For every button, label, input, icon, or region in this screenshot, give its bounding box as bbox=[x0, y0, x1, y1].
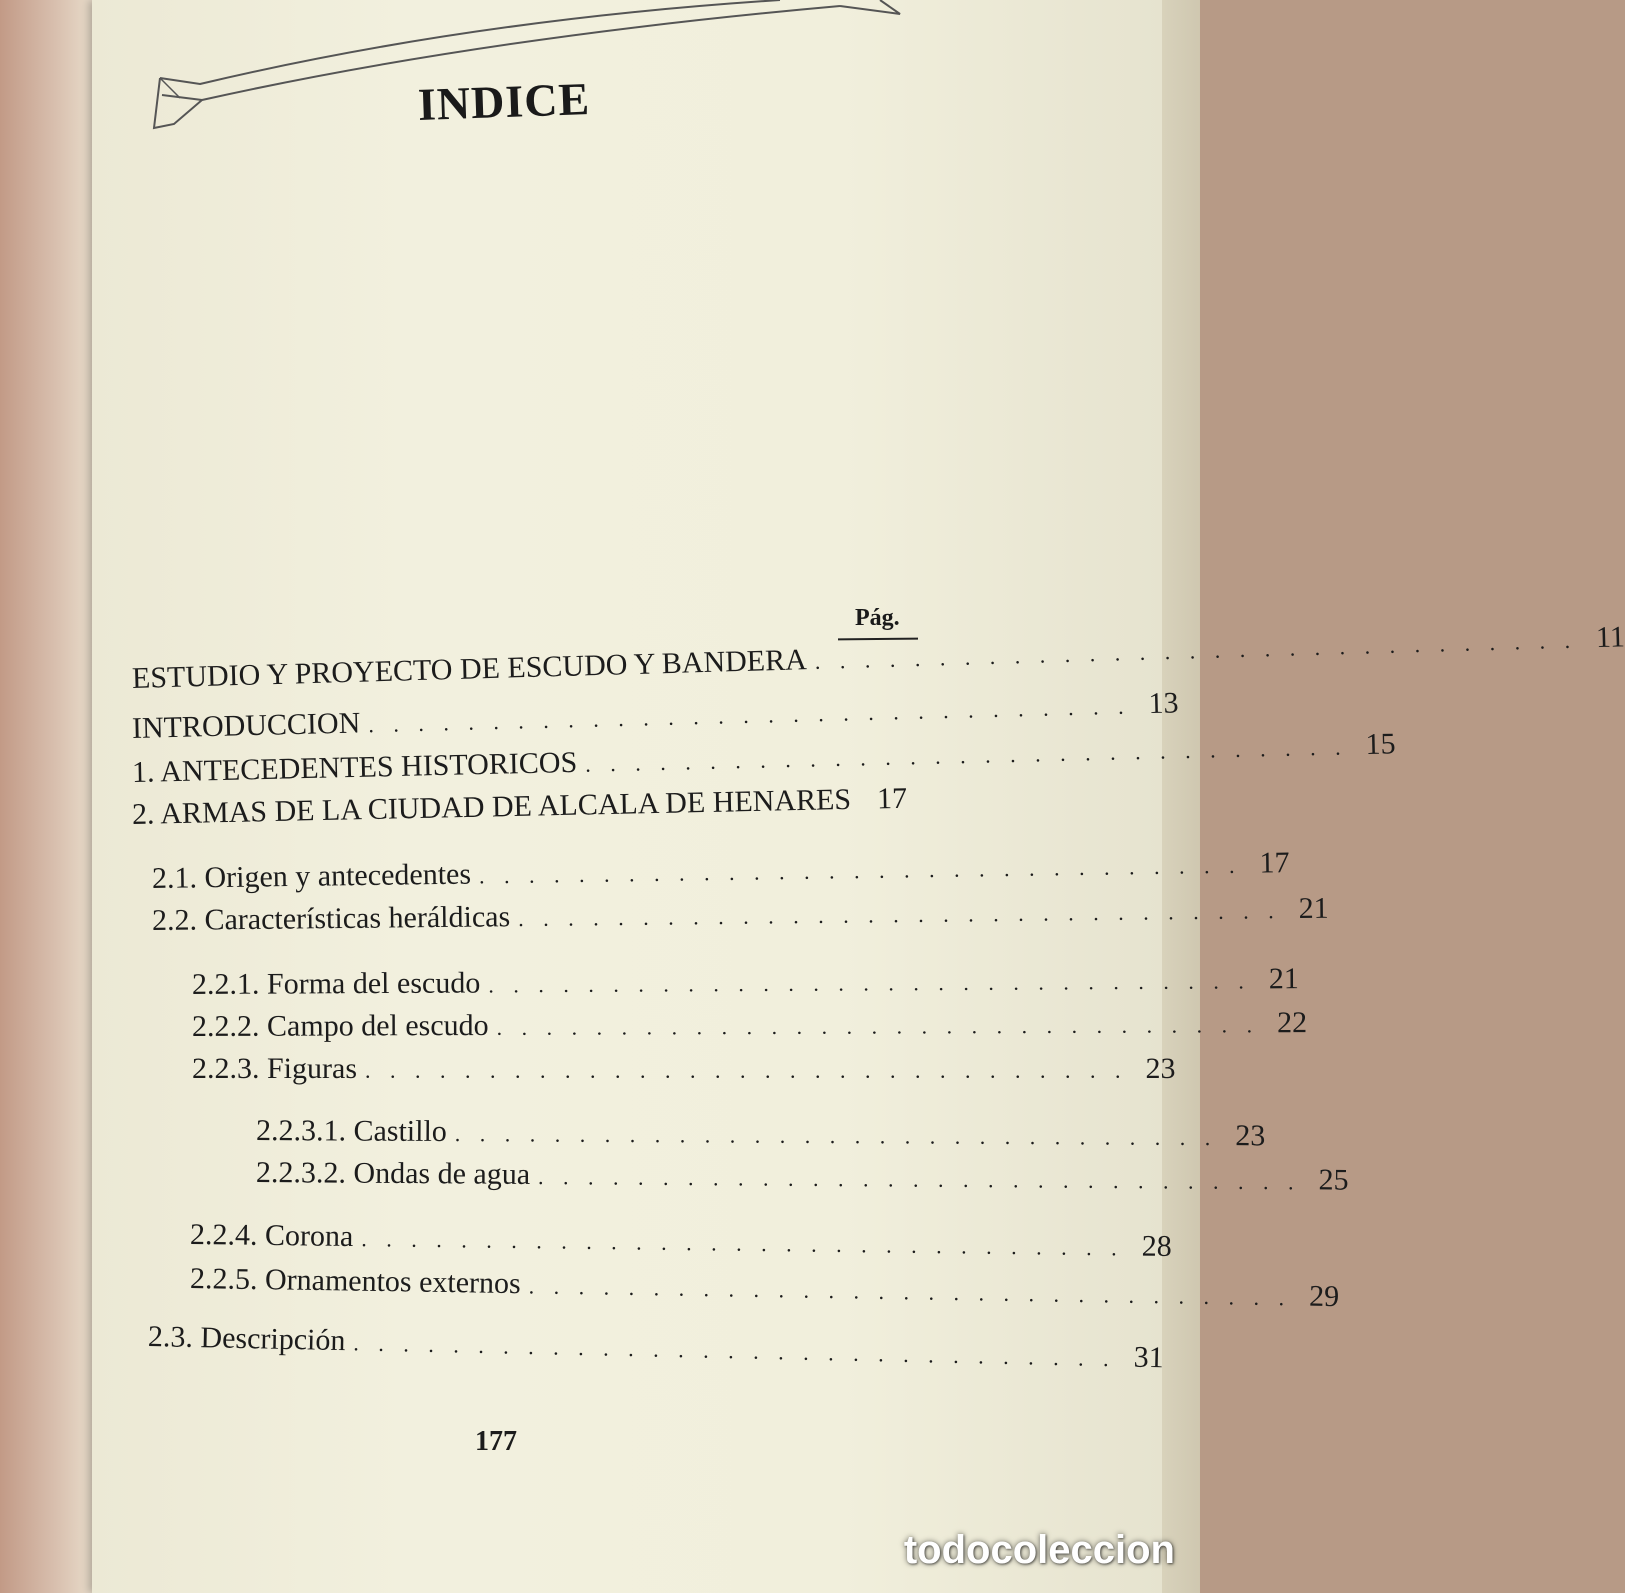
index-title: INDICE bbox=[417, 73, 591, 130]
dot-leader: . . . . . . . . . . . . . . . . . . . . . . . . . . . . . . . bbox=[367, 693, 1131, 738]
toc-entry-label: 2.2.5. Ornamentos externos bbox=[189, 1262, 521, 1301]
dot-leader: . . . . . . . . . . . . . . . . . . . . . . . . . . . . . . . bbox=[814, 627, 1578, 674]
toc-entry-label: 2.3. Descripción bbox=[147, 1320, 346, 1358]
toc-entry[interactable] bbox=[191, 962, 1299, 1002]
toc-entry-label: 2.1. Origen y antecedentes bbox=[151, 857, 472, 895]
toc-entry-page: 28 bbox=[1141, 1229, 1172, 1263]
dot-leader: . . . . . . . . . . . . . . . . . . . . . . . . . . . . . . . bbox=[528, 1273, 1292, 1311]
toc-entry[interactable] bbox=[147, 1320, 1165, 1375]
toc-entry-page: 17 bbox=[1259, 846, 1290, 880]
toc-entry-label: INTRODUCCION bbox=[131, 706, 361, 745]
toc-entry[interactable] bbox=[131, 686, 1179, 746]
watermark-logo: todocoleccion bbox=[903, 1528, 1175, 1572]
toc-entry-page: 25 bbox=[1318, 1163, 1349, 1197]
toc-entry[interactable] bbox=[131, 727, 1396, 790]
dot-leader: . . . . . . . . . . . . . . . . . . . . . . . . . . . . . . . bbox=[478, 852, 1242, 889]
toc-entry-page: 21 bbox=[1268, 962, 1299, 996]
toc-entry-label: 2.2. Características heráldicas bbox=[151, 900, 511, 937]
toc-entry[interactable] bbox=[192, 1052, 1176, 1086]
dot-leader: . . . . . . . . . . . . . . . . . . . . . . . . . . . . . . . bbox=[584, 734, 1348, 777]
toc-entry[interactable] bbox=[189, 1262, 1340, 1314]
toc-entry[interactable] bbox=[151, 891, 1329, 938]
toc-entry[interactable] bbox=[151, 846, 1290, 896]
toc-entry-label: 2.2.1. Forma del escudo bbox=[191, 966, 481, 1001]
toc-entry[interactable] bbox=[255, 1156, 1349, 1197]
page-column-header: Pág. bbox=[855, 605, 900, 631]
toc-entry-page: 22 bbox=[1277, 1006, 1308, 1040]
toc-entry-page: 15 bbox=[1365, 727, 1396, 762]
toc-entry-label: 2.2.3.2. Ondas de agua bbox=[255, 1156, 531, 1191]
toc-entry-page: 23 bbox=[1145, 1052, 1176, 1085]
toc-entry[interactable] bbox=[191, 1006, 1308, 1044]
toc-entry-label: 2.2.3. Figuras bbox=[192, 1052, 357, 1085]
dot-leader: . . . . . . . . . . . . . . . . . . . . . . . . . . . . . . . bbox=[518, 898, 1281, 932]
toc-entry-label: 2.2.4. Corona bbox=[189, 1218, 354, 1253]
toc-entry-page: 17 bbox=[876, 781, 908, 816]
toc-entry-label: 2.2.3.1. Castillo bbox=[255, 1114, 447, 1148]
toc-entry-page: 21 bbox=[1298, 891, 1329, 925]
toc-entry[interactable] bbox=[131, 620, 1625, 696]
dot-leader: . . . . . . . . . . . . . . . . . . . . . . . . . . . . . . . bbox=[496, 1012, 1260, 1040]
toc-entry-label: 1. ANTECEDENTES HISTORICOS bbox=[131, 745, 578, 789]
toc-entry-label: 2. ARMAS DE LA CIUDAD DE ALCALA DE HENARES bbox=[131, 782, 852, 831]
dot-leader: . . . . . . . . . . . . . . . . . . . . . . . . . . . . . . . bbox=[353, 1330, 1116, 1372]
dot-leader: . . . . . . . . . . . . . . . . . . . . . . . . . . . . . . . bbox=[361, 1226, 1124, 1261]
toc-entry-page: 31 bbox=[1133, 1340, 1165, 1375]
toc-entry-page: 13 bbox=[1148, 686, 1179, 721]
toc-entry[interactable] bbox=[255, 1114, 1266, 1153]
toc-entry-page: 23 bbox=[1235, 1119, 1266, 1153]
dot-leader: . . . . . . . . . . . . . . . . . . . . . . . . . . . . . . . bbox=[538, 1163, 1301, 1195]
toc-entry-page: 29 bbox=[1308, 1279, 1340, 1314]
toc-entry-label: 2.2.2. Campo del escudo bbox=[191, 1008, 489, 1043]
toc-entry[interactable] bbox=[131, 781, 908, 832]
toc-entry[interactable] bbox=[189, 1218, 1172, 1263]
toc-entry-page: 11 bbox=[1595, 620, 1625, 655]
dot-leader: . . . . . . . . . . . . . . . . . . . . . . . . . . . . . . . bbox=[488, 968, 1251, 998]
dot-leader: . . . . . . . . . . . . . . . . . . . . . . . . . . . . . . . bbox=[454, 1121, 1218, 1151]
dot-leader: . . . . . . . . . . . . . . . . . . . . . . . . . . . . . . . bbox=[365, 1058, 1128, 1083]
toc-entry-label: ESTUDIO Y PROYECTO DE ESCUDO Y BANDERA bbox=[131, 643, 808, 695]
page-number: 177 bbox=[475, 1426, 517, 1457]
